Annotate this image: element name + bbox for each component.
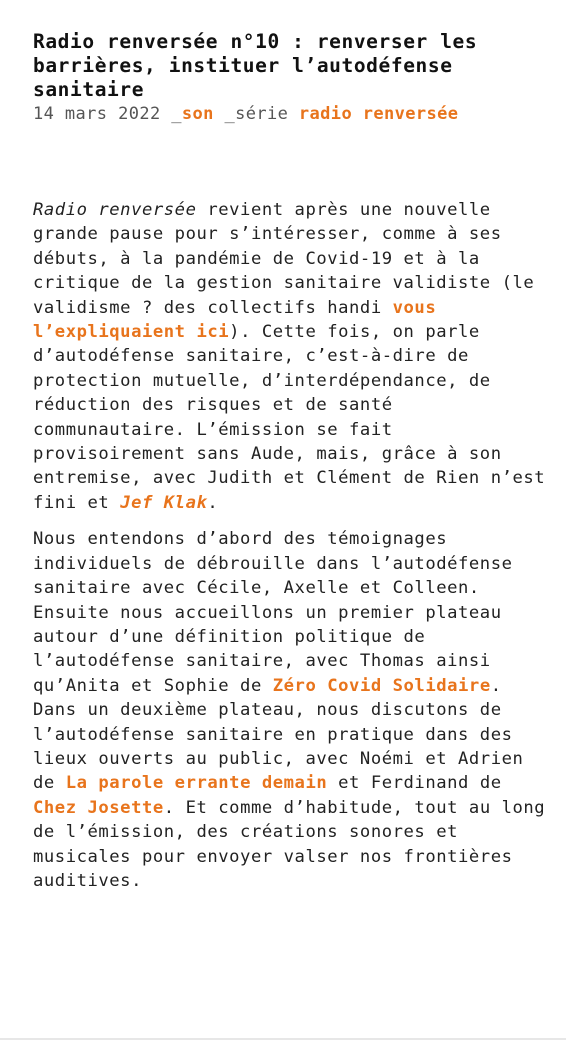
- text-segment: ). Cette fois, on parle d’autodéfense sanitaire, c’est-à-dire de protection mutuelle, d’interdépendance, de réduction des risques et de santé communautaire. L’émission se fait provisoirement sans Aude, mais, grâce à son entremise, avec Judith et Clément de Rien n’est fini et: [33, 322, 546, 513]
- category-link[interactable]: son: [181, 104, 214, 124]
- article: [33, 30, 553, 905]
- divider: [0, 1038, 566, 1040]
- text-segment: et Ferdinand de: [327, 773, 502, 794]
- series-prefix: _série: [213, 104, 299, 124]
- article-meta: [33, 102, 553, 126]
- link-jef-klak[interactable]: Jef Klak: [120, 492, 208, 513]
- series-link[interactable]: radio renversée: [298, 104, 459, 124]
- link-chez-josette[interactable]: Chez Josette: [33, 797, 164, 818]
- article-body: [33, 198, 553, 893]
- link-zero-covid-solidaire[interactable]: Zéro Covid Solidaire: [272, 675, 491, 696]
- article-date: 14 mars 2022: [33, 104, 161, 124]
- link-handi-collectives[interactable]: vous l’expliquaient ici: [33, 297, 437, 343]
- show-name: Radio renversée: [33, 200, 197, 220]
- article-title: Radio renversée n°10 : renverser les barrières, instituer l’autodéfense sanitaire: [33, 30, 478, 101]
- text-segment: . Et comme d’habitude, tout au long de l’émission, des créations sonores et musicales pour envoyer valser nos frontières auditives.: [33, 797, 546, 891]
- meta-separator: _: [160, 104, 182, 124]
- text-segment: . Dans un deuxième plateau, nous discutons de l’autodéfense sanitaire en pratique dans des lieux ouverts au public, avec Noémi et Adrien de: [33, 675, 524, 794]
- text-segment: revient après une nouvelle grande pause pour s’intéresser, comme à ses débuts, à la pandémie de Covid-19 et à la critique de la gestion sanitaire validiste (le validisme ? des collectifs handi: [33, 200, 535, 318]
- link-la-parole-errante[interactable]: La parole errante demain: [65, 773, 328, 794]
- paragraph-intro: [33, 198, 553, 515]
- text-segment: .: [207, 492, 219, 513]
- paragraph-program: [33, 527, 553, 893]
- text-segment: Nous entendons d’abord des témoignages individuels de débrouille dans l’autodéfense sanitaire avec Cécile, Axelle et Colleen. Ensuite nous accueillons un premier plateau autour d’une définition politique de l’autodéfense sanitaire, avec Thomas ainsi qu’Anita et Sophie de: [33, 529, 513, 696]
